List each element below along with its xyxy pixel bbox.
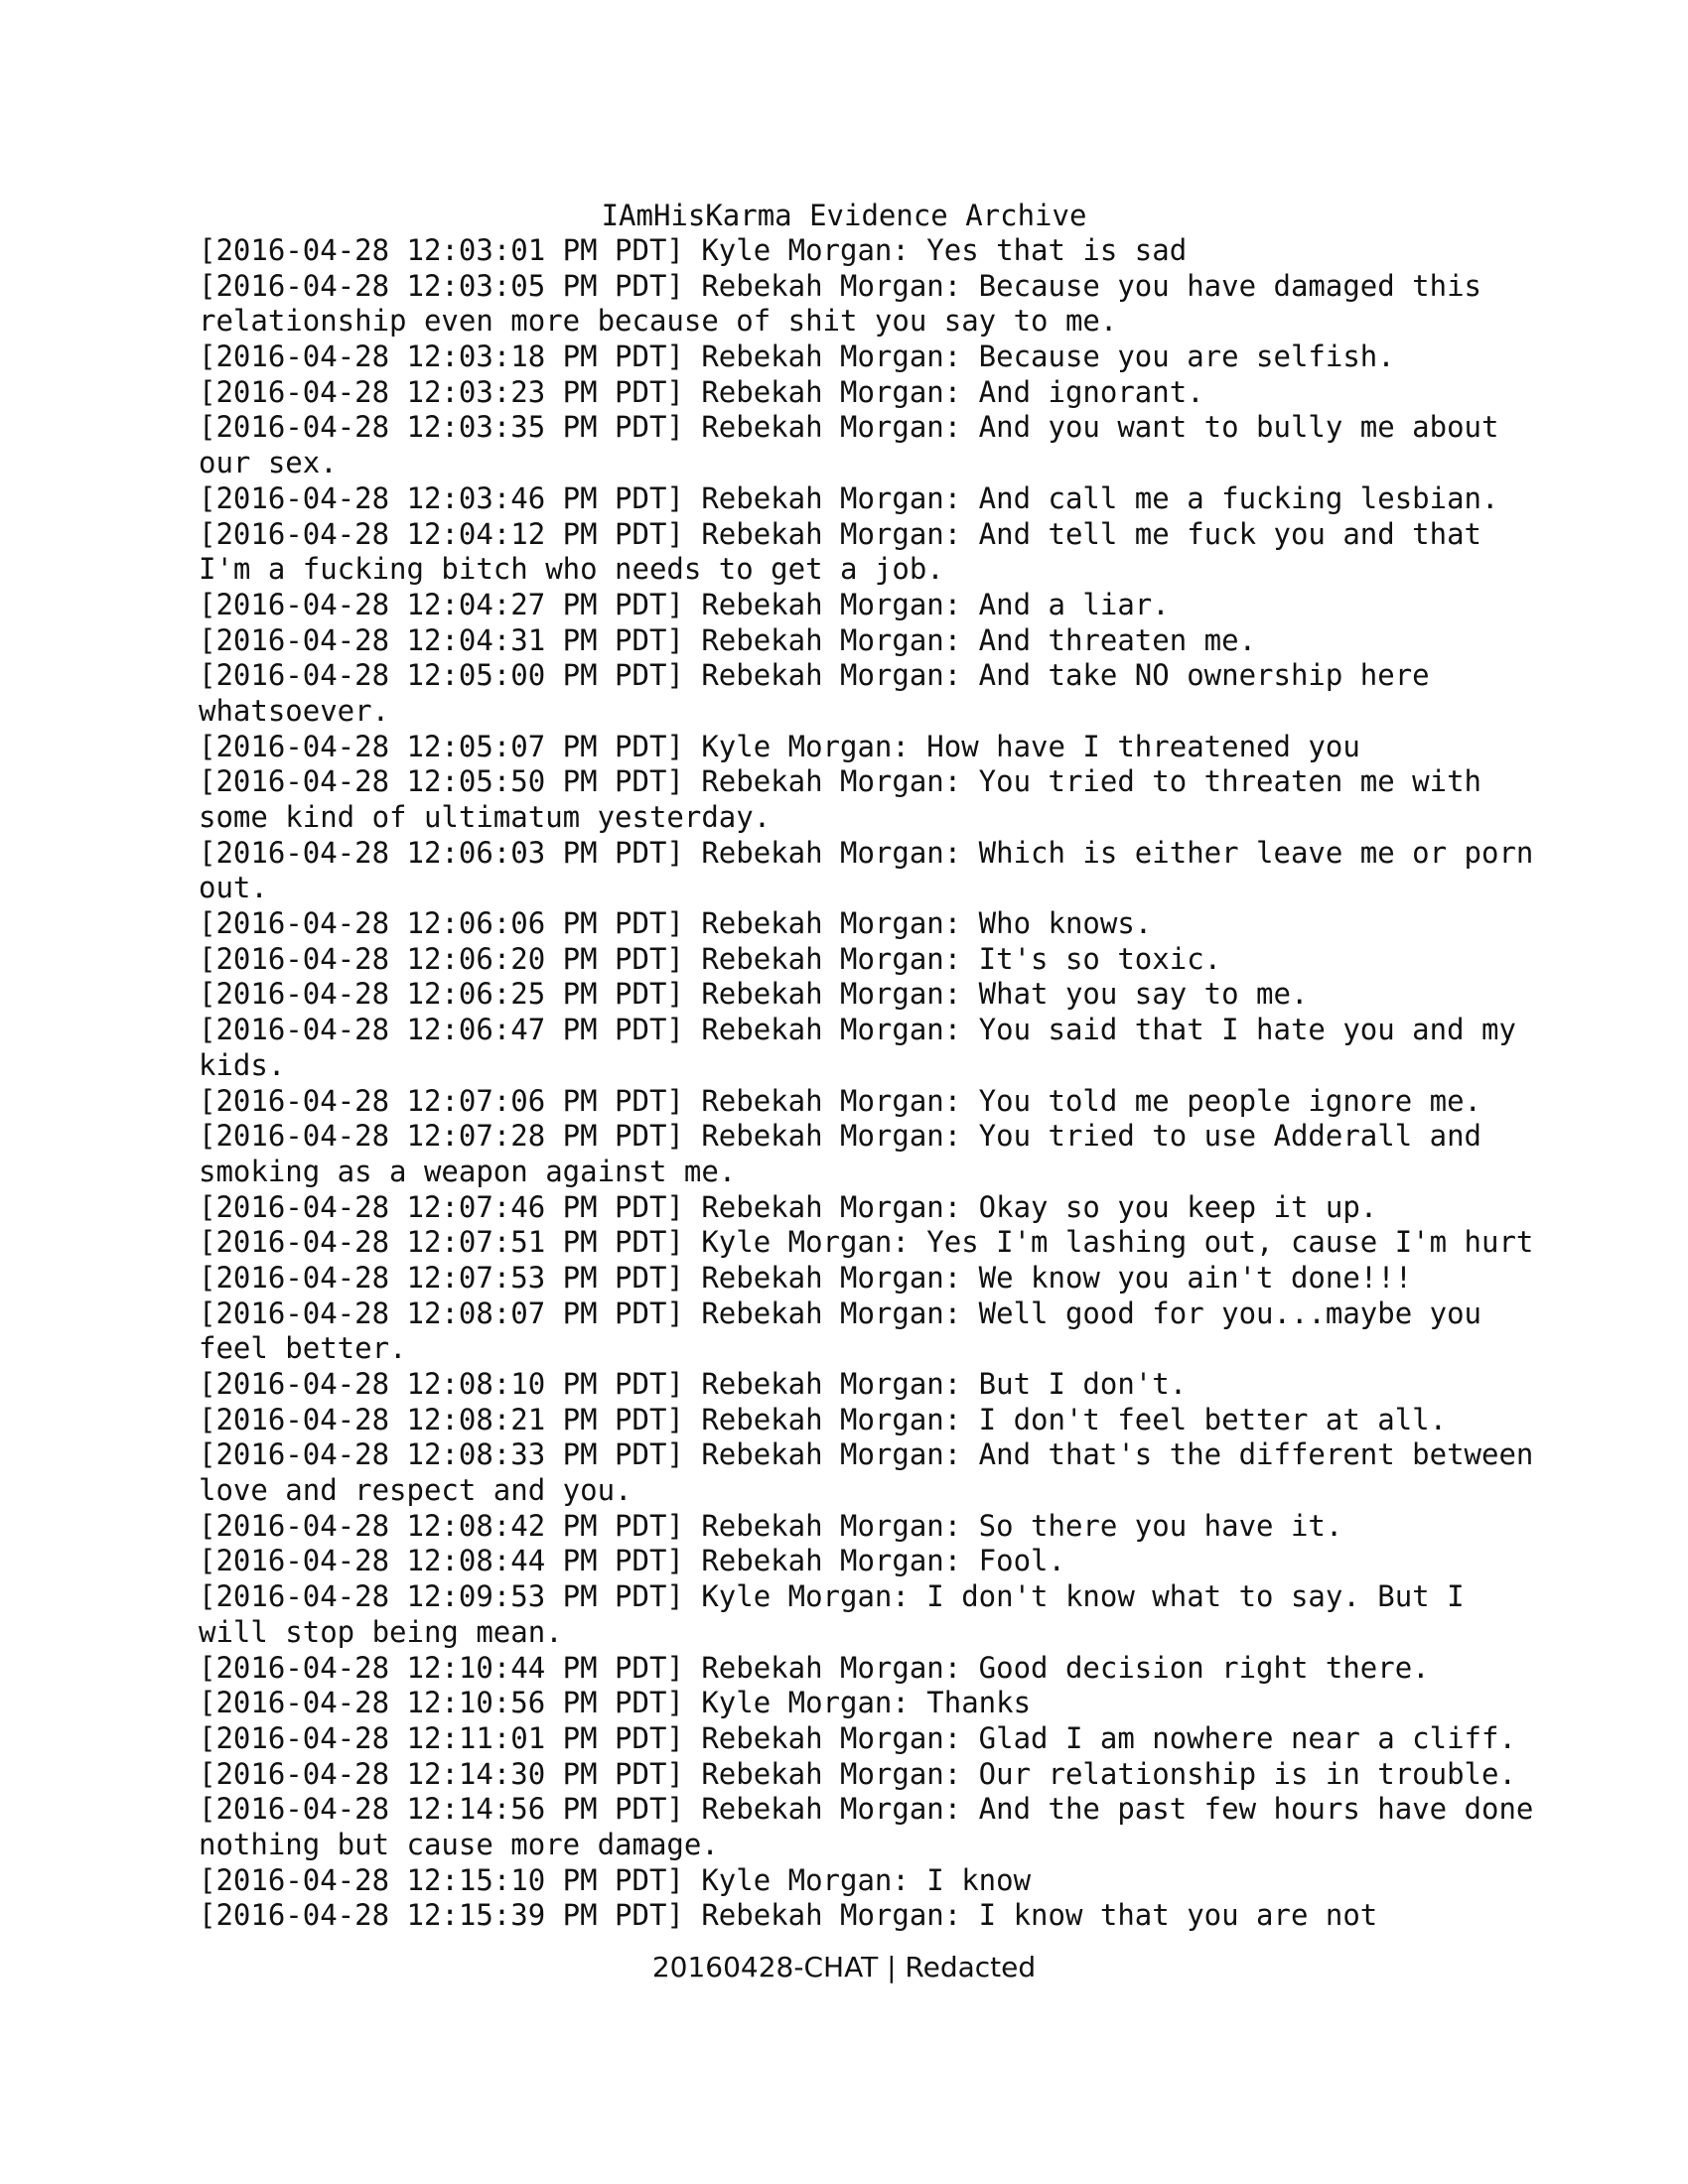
transcript-line: [2016-04-28 12:04:31 PM PDT] Rebekah Morgan: And threaten me. [199, 622, 1257, 657]
transcript-line: [2016-04-28 12:03:23 PM PDT] Rebekah Morgan: And ignorant. [199, 374, 1204, 409]
transcript-line: [2016-04-28 12:10:44 PM PDT] Rebekah Morgan: Good decision right there. [199, 1650, 1430, 1685]
transcript-line: [2016-04-28 12:15:10 PM PDT] Kyle Morgan: I know [199, 1862, 1032, 1897]
transcript-line: [2016-04-28 12:04:27 PM PDT] Rebekah Morgan: And a liar. [199, 587, 1170, 621]
transcript-line: [2016-04-28 12:07:51 PM PDT] Kyle Morgan: Yes I'm lashing out, cause I'm hurt [199, 1225, 1534, 1260]
transcript-line: [2016-04-28 12:06:03 PM PDT] Rebekah Morgan: Which is either leave me or porn [199, 835, 1534, 870]
transcript-line: [2016-04-28 12:04:12 PM PDT] Rebekah Morgan: And tell me fuck you and that [199, 516, 1482, 551]
transcript-line: I'm a fucking bitch who needs to get a job. [199, 552, 944, 587]
transcript-line: [2016-04-28 12:03:35 PM PDT] Rebekah Morgan: And you want to bully me about [199, 410, 1499, 445]
transcript-line: [2016-04-28 12:15:39 PM PDT] Rebekah Morgan: I know that you are not [199, 1898, 1378, 1933]
page-header: IAmHisKarma Evidence Archive [601, 199, 1087, 232]
transcript-line: [2016-04-28 12:07:46 PM PDT] Rebekah Morgan: Okay so you keep it up. [199, 1189, 1378, 1224]
transcript-line: whatsoever. [199, 693, 390, 728]
transcript-line: [2016-04-28 12:14:56 PM PDT] Rebekah Morgan: And the past few hours have done [199, 1792, 1534, 1827]
transcript-line: some kind of ultimatum yesterday. [199, 800, 772, 834]
transcript-line: kids. [199, 1047, 286, 1082]
transcript-line: [2016-04-28 12:03:46 PM PDT] Rebekah Morgan: And call me a fucking lesbian. [199, 480, 1499, 515]
transcript-line: [2016-04-28 12:05:07 PM PDT] Kyle Morgan: How have I threatened you [199, 729, 1360, 763]
transcript-line: [2016-04-28 12:06:06 PM PDT] Rebekah Morgan: Who knows. [199, 906, 1153, 941]
transcript-line: [2016-04-28 12:08:10 PM PDT] Rebekah Morgan: But I don't. [199, 1367, 1188, 1401]
transcript-line: [2016-04-28 12:14:30 PM PDT] Rebekah Morgan: Our relationship is in trouble. [199, 1756, 1516, 1791]
transcript-line: [2016-04-28 12:09:53 PM PDT] Kyle Morgan: I don't know what to say. But I [199, 1579, 1465, 1614]
transcript-line: [2016-04-28 12:05:00 PM PDT] Rebekah Morgan: And take NO ownership here [199, 658, 1430, 693]
transcript-line: nothing but cause more damage. [199, 1827, 719, 1861]
transcript-line: [2016-04-28 12:08:21 PM PDT] Rebekah Morgan: I don't feel better at all. [199, 1402, 1448, 1436]
transcript-line: [2016-04-28 12:03:05 PM PDT] Rebekah Morgan: Because you have damaged this [199, 268, 1482, 303]
transcript-line: [2016-04-28 12:06:20 PM PDT] Rebekah Morgan: It's so toxic. [199, 941, 1222, 976]
transcript-line: [2016-04-28 12:07:28 PM PDT] Rebekah Morgan: You tried to use Adderall and [199, 1119, 1482, 1154]
transcript-line: [2016-04-28 12:08:42 PM PDT] Rebekah Morgan: So there you have it. [199, 1508, 1343, 1543]
transcript-line: will stop being mean. [199, 1614, 563, 1649]
transcript-line: smoking as a weapon against me. [199, 1154, 737, 1188]
transcript-line: love and respect and you. [199, 1473, 633, 1508]
transcript-line: [2016-04-28 12:03:18 PM PDT] Rebekah Morgan: Because you are selfish. [199, 340, 1395, 374]
transcript-line: feel better. [199, 1331, 407, 1366]
transcript-line: [2016-04-28 12:06:25 PM PDT] Rebekah Morgan: What you say to me. [199, 977, 1309, 1012]
transcript-line: [2016-04-28 12:07:06 PM PDT] Rebekah Morgan: You told me people ignore me. [199, 1083, 1482, 1118]
transcript-line: [2016-04-28 12:10:56 PM PDT] Kyle Morgan: Thanks [199, 1686, 1032, 1720]
transcript-line: out. [199, 871, 268, 905]
transcript-line: [2016-04-28 12:08:07 PM PDT] Rebekah Morgan: Well good for you...maybe you [199, 1296, 1482, 1330]
transcript-line: [2016-04-28 12:07:53 PM PDT] Rebekah Morgan: We know you ain't done!!! [199, 1260, 1413, 1295]
transcript-line: [2016-04-28 12:08:44 PM PDT] Rebekah Morgan: Fool. [199, 1544, 1065, 1578]
transcript-line: [2016-04-28 12:05:50 PM PDT] Rebekah Morgan: You tried to threaten me with [199, 764, 1482, 799]
transcript-line: [2016-04-28 12:11:01 PM PDT] Rebekah Morgan: Glad I am nowhere near a cliff. [199, 1720, 1516, 1755]
transcript-line: [2016-04-28 12:06:47 PM PDT] Rebekah Morgan: You said that I hate you and my [199, 1013, 1516, 1047]
transcript-line: relationship even more because of shit you say to me. [199, 304, 1118, 339]
chat-transcript [199, 233, 1534, 1934]
page-footer: 20160428-CHAT | Redacted [651, 1951, 1037, 1983]
transcript-line: our sex. [199, 446, 338, 480]
transcript-line: [2016-04-28 12:08:33 PM PDT] Rebekah Morgan: And that's the different between [199, 1437, 1534, 1472]
transcript-line: [2016-04-28 12:03:01 PM PDT] Kyle Morgan: Yes that is sad [199, 233, 1188, 267]
